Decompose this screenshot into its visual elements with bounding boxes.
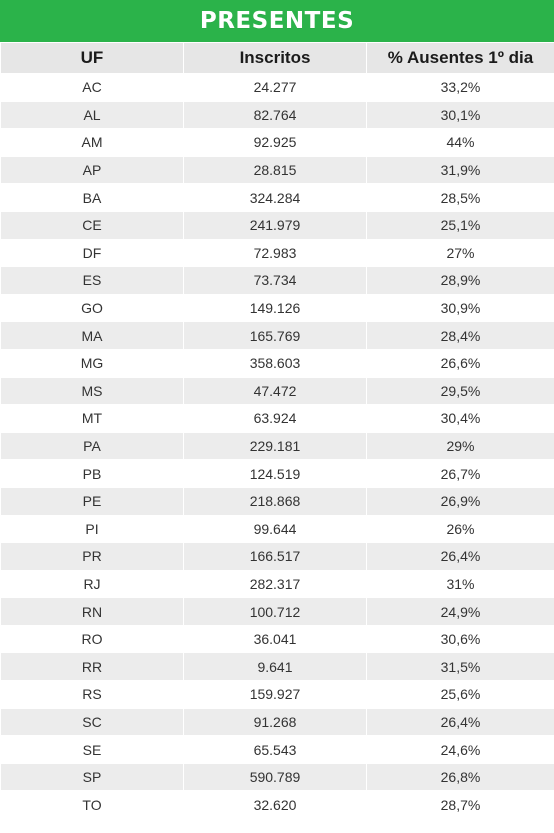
- cell-inscritos: 72.983: [184, 239, 367, 267]
- cell-uf: RO: [1, 625, 184, 653]
- data-table: [0, 42, 554, 819]
- table-row: [1, 763, 554, 791]
- cell-uf: PB: [1, 460, 184, 488]
- cell-ausentes: 28,4%: [367, 322, 554, 350]
- cell-ausentes: 26,4%: [367, 543, 554, 571]
- cell-ausentes: 29,5%: [367, 377, 554, 405]
- table-row: [1, 570, 554, 598]
- table-row: [1, 487, 554, 515]
- cell-uf: BA: [1, 184, 184, 212]
- cell-ausentes: 24,6%: [367, 736, 554, 764]
- cell-inscritos: 63.924: [184, 405, 367, 433]
- table-row: [1, 377, 554, 405]
- cell-inscritos: 73.734: [184, 267, 367, 295]
- cell-uf: RS: [1, 681, 184, 709]
- table-row: [1, 129, 554, 157]
- table-row: [1, 184, 554, 212]
- title-bar: [0, 0, 554, 42]
- cell-inscritos: 32.620: [184, 791, 367, 819]
- table-row: [1, 405, 554, 433]
- cell-ausentes: 31,9%: [367, 156, 554, 184]
- cell-inscritos: 91.268: [184, 708, 367, 736]
- table-row: [1, 211, 554, 239]
- table-row: [1, 515, 554, 543]
- cell-inscritos: 36.041: [184, 625, 367, 653]
- cell-uf: GO: [1, 294, 184, 322]
- table-title: PRESENTES: [199, 8, 355, 34]
- cell-inscritos: 92.925: [184, 129, 367, 157]
- cell-uf: MS: [1, 377, 184, 405]
- cell-ausentes: 30,6%: [367, 625, 554, 653]
- cell-inscritos: 165.769: [184, 322, 367, 350]
- table-row: [1, 74, 554, 102]
- cell-uf: SP: [1, 763, 184, 791]
- cell-uf: RR: [1, 653, 184, 681]
- cell-ausentes: 28,7%: [367, 791, 554, 819]
- cell-ausentes: 24,9%: [367, 598, 554, 626]
- table-row: [1, 101, 554, 129]
- table-row: [1, 708, 554, 736]
- cell-ausentes: 28,5%: [367, 184, 554, 212]
- cell-uf: RN: [1, 598, 184, 626]
- cell-inscritos: 124.519: [184, 460, 367, 488]
- table-row: [1, 653, 554, 681]
- cell-uf: AL: [1, 101, 184, 129]
- cell-ausentes: 26,7%: [367, 460, 554, 488]
- cell-uf: MG: [1, 349, 184, 377]
- table-row: [1, 791, 554, 819]
- cell-ausentes: 28,9%: [367, 267, 554, 295]
- cell-inscritos: 218.868: [184, 487, 367, 515]
- cell-inscritos: 229.181: [184, 432, 367, 460]
- cell-ausentes: 26,9%: [367, 487, 554, 515]
- cell-inscritos: 358.603: [184, 349, 367, 377]
- cell-ausentes: 26,8%: [367, 763, 554, 791]
- cell-inscritos: 241.979: [184, 211, 367, 239]
- cell-uf: SE: [1, 736, 184, 764]
- cell-inscritos: 590.789: [184, 763, 367, 791]
- table-row: [1, 294, 554, 322]
- cell-uf: PE: [1, 487, 184, 515]
- table-body: [1, 74, 554, 819]
- cell-inscritos: 9.641: [184, 653, 367, 681]
- cell-ausentes: 30,1%: [367, 101, 554, 129]
- table-row: [1, 432, 554, 460]
- table-row: [1, 267, 554, 295]
- column-header-ausentes: % Ausentes 1º dia: [367, 43, 554, 74]
- cell-ausentes: 31,5%: [367, 653, 554, 681]
- table-row: [1, 156, 554, 184]
- cell-uf: DF: [1, 239, 184, 267]
- cell-inscritos: 100.712: [184, 598, 367, 626]
- table-row: [1, 543, 554, 571]
- cell-uf: AM: [1, 129, 184, 157]
- cell-ausentes: 26,4%: [367, 708, 554, 736]
- cell-ausentes: 27%: [367, 239, 554, 267]
- cell-uf: MT: [1, 405, 184, 433]
- cell-uf: PA: [1, 432, 184, 460]
- cell-inscritos: 324.284: [184, 184, 367, 212]
- cell-inscritos: 282.317: [184, 570, 367, 598]
- table-row: [1, 681, 554, 709]
- cell-inscritos: 166.517: [184, 543, 367, 571]
- cell-inscritos: 65.543: [184, 736, 367, 764]
- cell-inscritos: 47.472: [184, 377, 367, 405]
- cell-uf: PI: [1, 515, 184, 543]
- cell-ausentes: 25,1%: [367, 211, 554, 239]
- cell-uf: TO: [1, 791, 184, 819]
- cell-inscritos: 28.815: [184, 156, 367, 184]
- column-header-uf: UF: [1, 43, 184, 74]
- table-row: [1, 349, 554, 377]
- cell-ausentes: 25,6%: [367, 681, 554, 709]
- table-row: [1, 598, 554, 626]
- cell-ausentes: 44%: [367, 129, 554, 157]
- cell-ausentes: 30,9%: [367, 294, 554, 322]
- table-row: [1, 322, 554, 350]
- cell-ausentes: 29%: [367, 432, 554, 460]
- cell-inscritos: 24.277: [184, 74, 367, 102]
- cell-uf: CE: [1, 211, 184, 239]
- cell-ausentes: 33,2%: [367, 74, 554, 102]
- cell-ausentes: 31%: [367, 570, 554, 598]
- cell-uf: AP: [1, 156, 184, 184]
- cell-ausentes: 26%: [367, 515, 554, 543]
- cell-uf: RJ: [1, 570, 184, 598]
- cell-ausentes: 26,6%: [367, 349, 554, 377]
- header-row: [1, 43, 554, 74]
- cell-uf: MA: [1, 322, 184, 350]
- table-row: [1, 239, 554, 267]
- cell-inscritos: 159.927: [184, 681, 367, 709]
- cell-inscritos: 149.126: [184, 294, 367, 322]
- column-header-inscritos: Inscritos: [184, 43, 367, 74]
- cell-inscritos: 99.644: [184, 515, 367, 543]
- cell-uf: SC: [1, 708, 184, 736]
- table-row: [1, 460, 554, 488]
- cell-ausentes: 30,4%: [367, 405, 554, 433]
- cell-uf: ES: [1, 267, 184, 295]
- table-row: [1, 736, 554, 764]
- cell-uf: AC: [1, 74, 184, 102]
- cell-uf: PR: [1, 543, 184, 571]
- table-row: [1, 625, 554, 653]
- cell-inscritos: 82.764: [184, 101, 367, 129]
